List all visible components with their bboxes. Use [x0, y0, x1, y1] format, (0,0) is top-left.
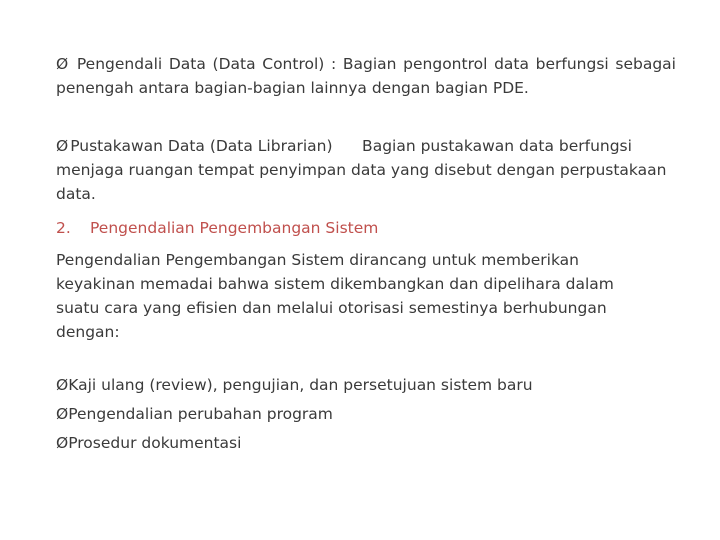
- list-item-text: Kaji ulang (review), pengujian, dan persetujuan sistem baru: [68, 376, 533, 394]
- bullet-data-librarian-text: Pustakawan Data (Data Librarian) Bagian pustakawan data berfungsi menjaga ruangan tempat penyimpan data yang disebut dengan perpustakaan data.: [56, 137, 672, 203]
- bullet-data-control: [56, 52, 676, 100]
- section-title: Pengendalian Pengembangan Sistem: [90, 219, 379, 237]
- arrow-bullet-icon: Ø: [56, 55, 69, 73]
- arrow-bullet-icon: Ø: [56, 137, 69, 155]
- section-number: 2.: [56, 219, 71, 237]
- section-heading: [56, 216, 378, 240]
- list-item-2: [56, 402, 333, 426]
- bullet-data-librarian: [56, 134, 676, 206]
- list-item-3: [56, 431, 241, 455]
- list-item-text: Prosedur dokumentasi: [68, 434, 242, 452]
- list-item-text: Pengendalian perubahan program: [68, 405, 333, 423]
- arrow-bullet-icon: Ø: [56, 376, 69, 394]
- arrow-bullet-icon: Ø: [56, 434, 69, 452]
- bullet-data-control-text: Pengendali Data (Data Control) : Bagian pengontrol data berfungsi sebagai penengah antara bagian-bagian lainnya dengan bagian PDE.: [56, 55, 676, 97]
- list-item-1: [56, 373, 533, 397]
- body-paragraph: Pengendalian Pengembangan Sistem dirancang untuk memberikan keyakinan memadai bahwa sistem dikembangkan dan dipelihara dalam suatu cara yang efisien dan melalui otorisasi semestinya berhubungan dengan:: [56, 251, 614, 341]
- arrow-bullet-icon: Ø: [56, 405, 69, 423]
